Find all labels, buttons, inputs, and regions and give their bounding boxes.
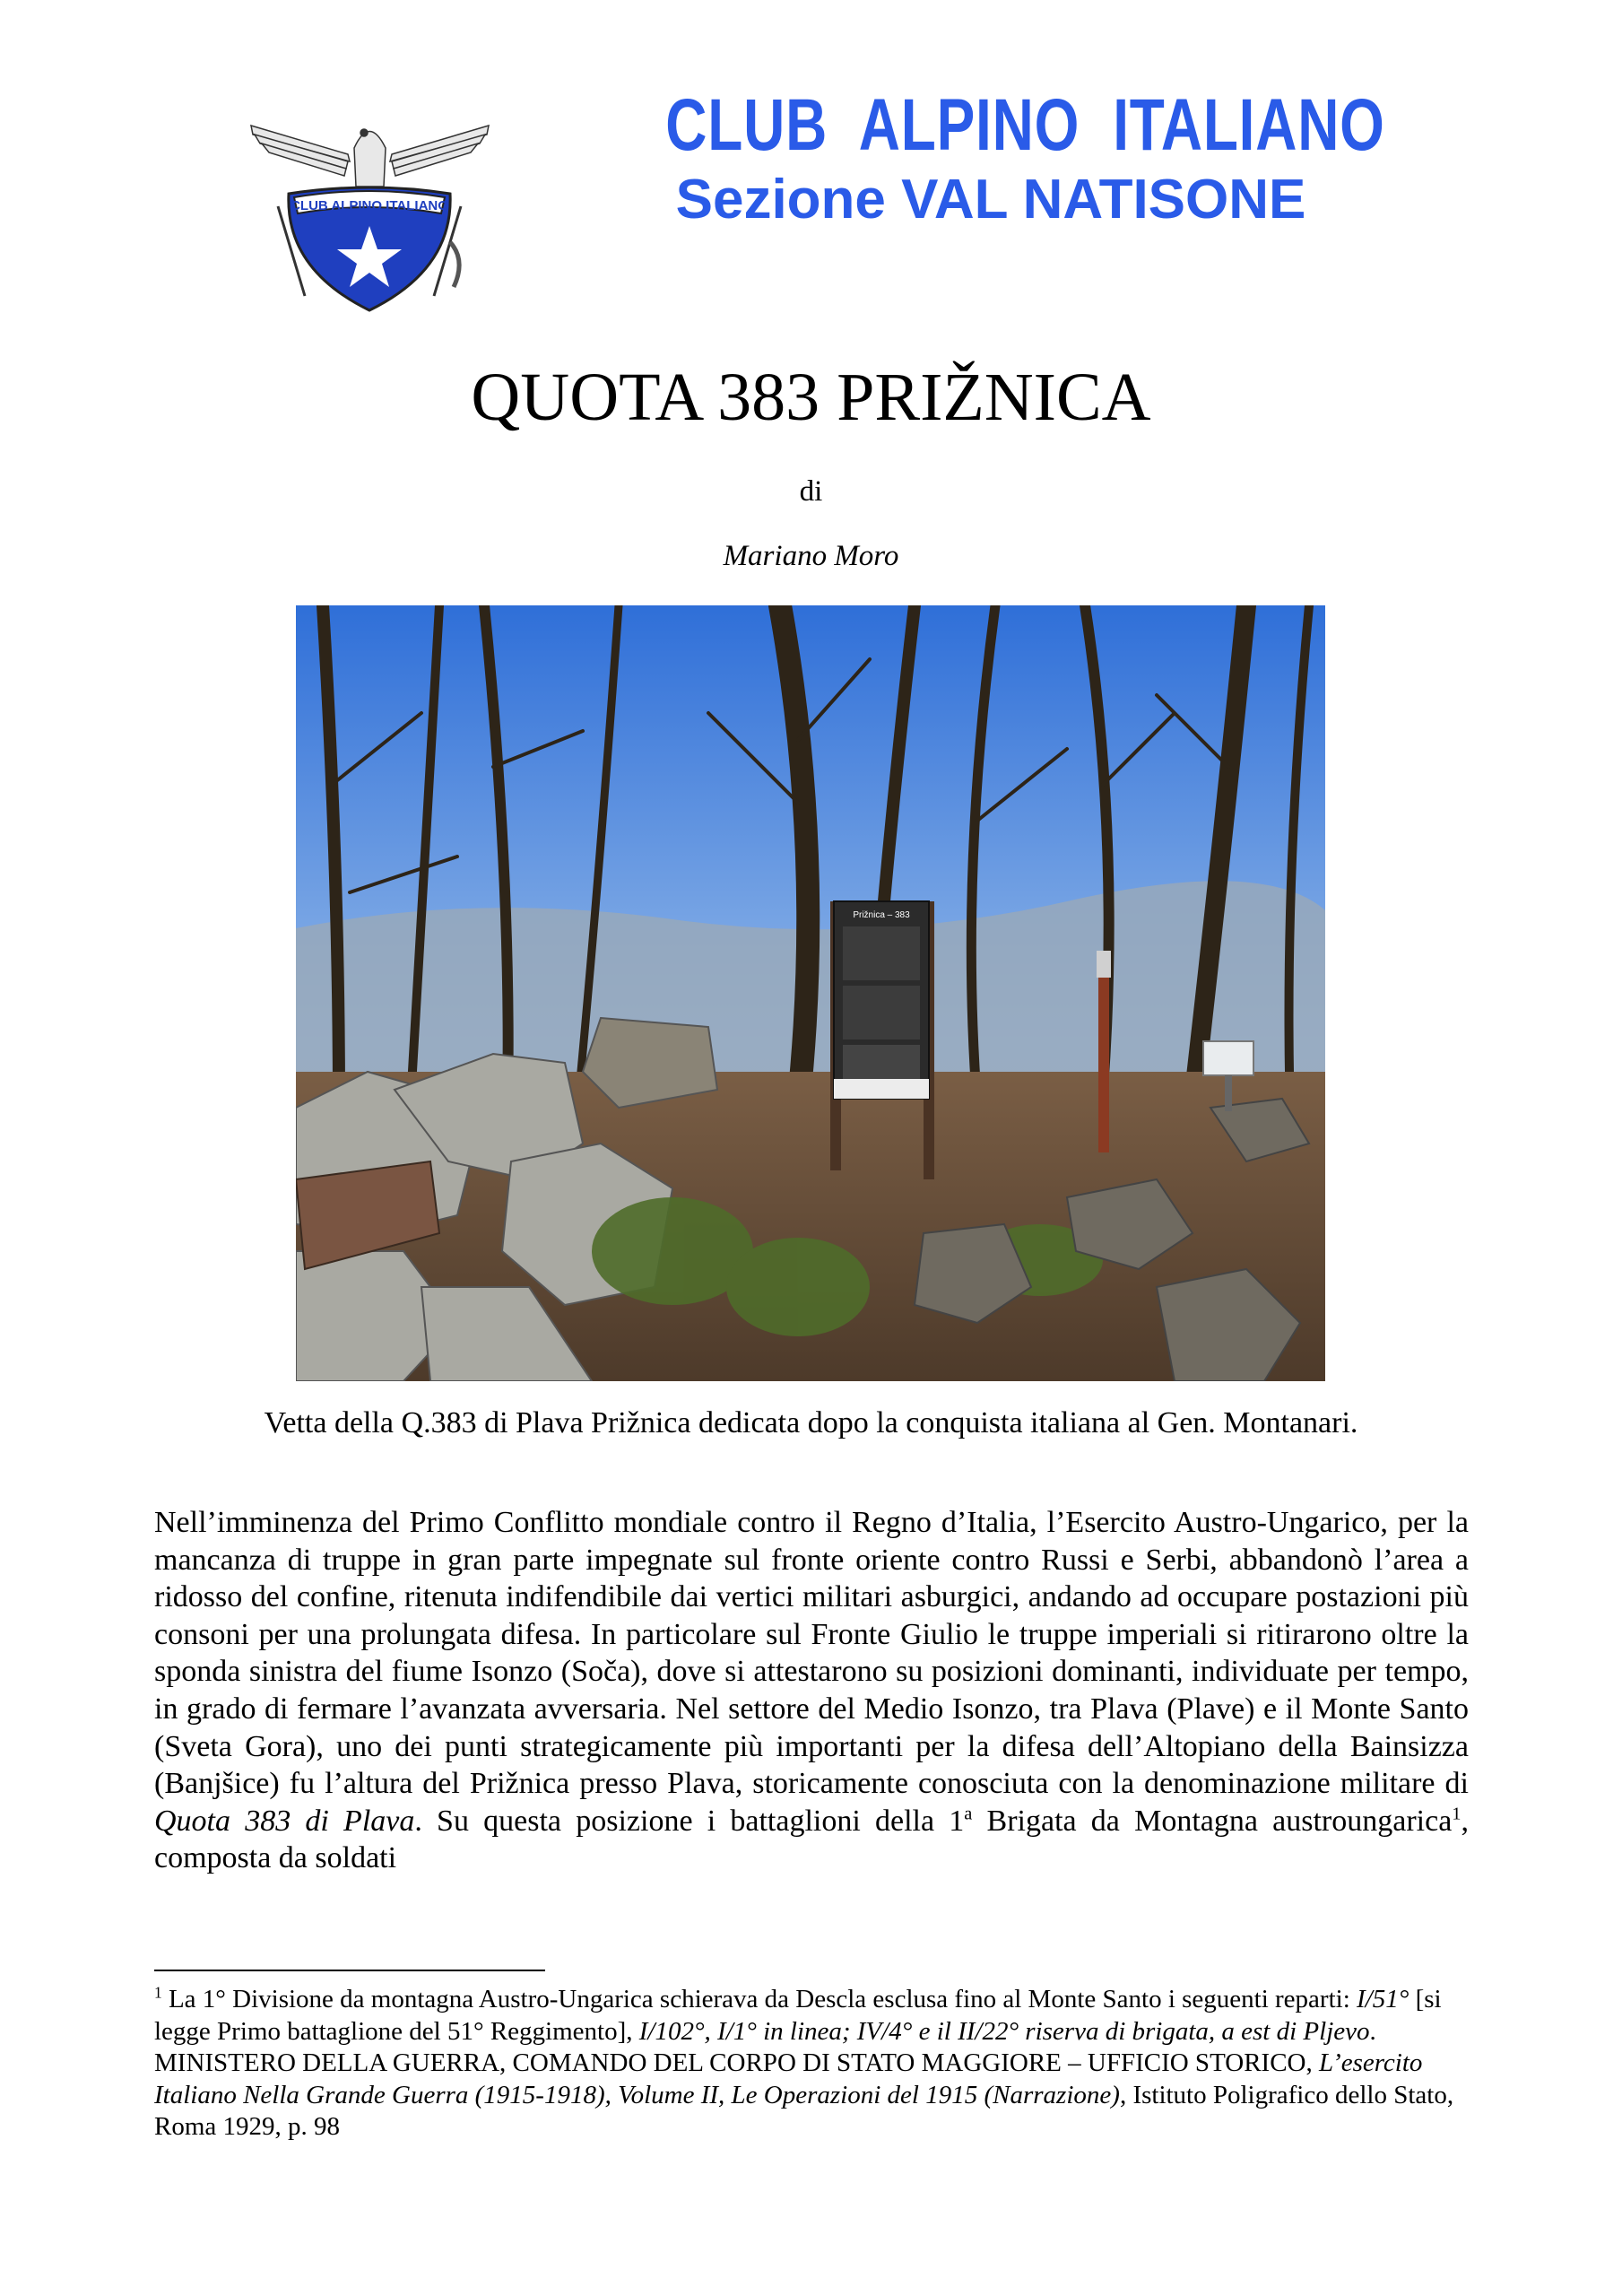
body-emphasis: Quota 383 di Plava [154,1804,415,1838]
footnote-text: . MINISTERO DELLA GUERRA, COMANDO DEL CORPO DI STATO MAGGIORE – UFFICIO STORICO, [154,2016,1376,2077]
body-text-b: . Su questa posizione i battaglioni della 1 [414,1804,965,1838]
footnote-ref: 1 [1452,1804,1462,1824]
footnote-text: La 1° Divisione da montagna Austro-Ungarica schierava da Descla esclusa fino al Monte Santo i seguenti reparti: [161,1985,1357,2013]
svg-text:Prižnica – 383: Prižnica – 383 [853,910,910,920]
footnote-italic: I/102°, I/1° in linea; IV/4° e il II/22° riserva di brigata, a est di Pljevo [638,2016,1370,2046]
ordinal-superscript: a [964,1804,973,1824]
footnote-number: 1 [154,1983,162,2002]
footnote-citation-title: L’esercito Italiano Nella Grande Guerra (1915-1918), Volume II, Le Operazioni del 1915 (Narrazione) [154,2048,1423,2109]
body-text-d: , composta da soldati [154,1804,1469,1875]
svg-text:CLUB ALPINO ITALIANO: CLUB ALPINO ITALIANO [291,198,448,213]
body-text-c: Brigata da Montagna austroungarica [972,1804,1453,1838]
summit-photo [296,605,1325,1381]
body-text-a: Nell’imminenza del Primo Conflitto mondiale contro il Regno d’Italia, l’Esercito Austro-Ungarico, per la mancanza di truppe in gran parte impegnate sul fronte oriente contro Russi e Serbi, abbandonò l’area a ridosso del confine, ritenuta indifendibile dai vertici militari asburgici, andando ad occupare postazioni più consoni per una prolungata difesa. In particolare sul Fronte Giulio le truppe imperiali si ritirarono oltre la sponda sinistra del fiume Isonzo (Soča), dove si attestarono su posizioni dominanti, individuate per tempo, in grado di fermare l’avanzata avversaria. Nel settore del Medio Isonzo, tra Plava (Plave) e il Monte Santo (Sveta Gora), uno dei punti strategicamente più importanti per la difesa dell’Altopiano della Bainsizza (Banjšice) fu l’altura del Prižnica presso Plava, storicamente conosciuta con la denominazione militare di [154,1506,1469,1801]
shield-icon [278,187,461,310]
byline-prefix: di [799,475,823,508]
footnote [154,1984,1469,2144]
footnote-italic: I/51° [1357,1985,1409,2013]
body-paragraph [154,1504,1469,1877]
photo-caption: Vetta della Q.383 di Plava Prižnica dedicata dopo la conquista italiana al Gen. Montanari. [264,1406,1358,1439]
cai-logo [242,108,498,314]
eagle-icon [251,126,489,187]
footnote-text: [si legge Primo battaglione del 51° Reggimento], [154,1985,1442,2046]
footnote-divider [154,1970,545,1971]
footnote-text: , Istituto Poligrafico dello Stato, Roma 1929, p. 98 [154,2080,1454,2141]
author-name: Mariano Moro [723,540,899,572]
page-title: QUOTA 383 PRIŽNICA [471,360,1151,435]
org-name: CLUB ALPINO ITALIANO [665,84,1385,166]
section-name: Sezione VAL NATISONE [675,169,1306,230]
